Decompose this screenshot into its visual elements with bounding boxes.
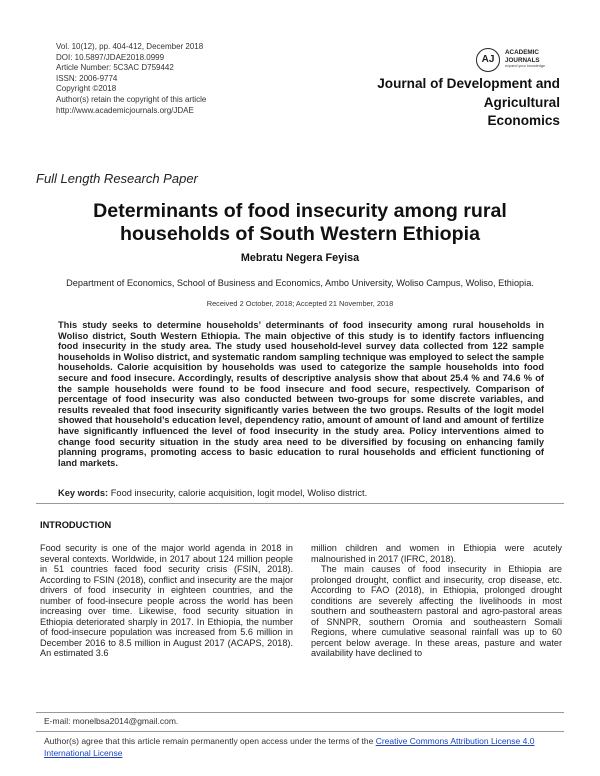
publisher-logo bbox=[476, 48, 556, 76]
meta-rights: Author(s) retain the copyright of this article bbox=[56, 94, 207, 104]
body-paragraph: million children and women in Ethiopia were acutely malnourished in 2017 (IFRC, 2018). bbox=[311, 543, 562, 564]
logo-line-1: ACADEMIC bbox=[505, 49, 539, 56]
license-text: Author(s) agree that this article remain permanently open access under the terms of the bbox=[44, 736, 374, 746]
body-paragraph: Food security is one of the major world agenda in 2018 in several contexts. Worldwide, in 2017 about 124 million people in 51 countries faced food security crisis (FSIN, 2018). According to FSIN (2018), conflict and insecurity are the major drivers of food insecurity in eighteen countries, and the number of food-insecure people across the world has been increasing over time. Likewise, food security situation in Ethiopia deteriorated sharply in 2017. In Ethiopia, the number of food-insecure population was increased from 5.6 million in December 2016 to 8.5 million in August 2017 (ACAPS, 2018). An estimated 3.6 bbox=[40, 543, 293, 658]
title-line-1: Determinants of food insecurity among rural bbox=[93, 200, 507, 222]
author-name: Mebratu Negera Feyisa bbox=[240, 252, 360, 264]
abstract: This study seeks to determine households’ determinants of food insecurity among rural households in Woliso district, South Western Ethiopia. The main objective of this study is to identify factors influencing food insecurity in the study area. The study used household-level survey data collected from 122 sample households in Woliso district, and systematic random sampling technique was employed to select the sample households. Calorie acquisition by households was used to categorize the sample households into food secure and food insecure. Accordingly, results of descriptive analysis show that about 25.4 % and 74.6 % of the sample households were found to be food insecure and food secure, respectively. Comparison of percentage of food insecurity was also conducted between two-groups for some discrete variables, and results revealed that food insecurity significantly varies between the two groups. Results of the logit model showed that household’s education level, dependency ratio, amount of amount of land and amount of fertilize have significantly influenced the level of food insecurity in the study area. Policy interventions aimed to change food security situation in the study area need to be diversified by focusing on enhancing family planning programs, promoting access to basic education to rural households and efficient functioning of land markets. bbox=[58, 320, 544, 468]
meta-copyright: Copyright ©2018 bbox=[56, 84, 117, 94]
license-notice bbox=[44, 735, 564, 759]
section-heading: INTRODUCTION bbox=[40, 520, 112, 530]
title-line-2: households of South Western Ethiopia bbox=[120, 222, 480, 245]
aj-logo-icon: AJ bbox=[476, 48, 500, 72]
meta-doi: DOI: 10.5897/JDAE2018.0999 bbox=[56, 52, 165, 62]
body-paragraph: The main causes of food insecurity in Ethiopia are prolonged drought, conflict and insecurity, crop disease, etc. According to FAO (2018), in Ethiopia, prolonged drought conditions are severely affecting the livelihoods in most southern and southeastern pastoral and agro-pastoral areas of SNNPR, southern Oromia and southeastern Somali Regions, where cumulative seasonal rainfall was up to 60 percent below average. In these areas, pasture and water availability have declined to bbox=[311, 564, 562, 658]
corresponding-email: E-mail: monelbsa2014@gmail.com. bbox=[44, 716, 179, 726]
author-affiliation: Department of Economics, School of Business and Economics, Ambo University, Woliso Campus, Woliso, Ethiopia. bbox=[66, 278, 534, 288]
meta-article-number: Article Number: 5C3AC D759442 bbox=[56, 63, 174, 73]
divider bbox=[36, 503, 564, 504]
logo-line-2: JOURNALS bbox=[505, 56, 540, 64]
meta-volume: Vol. 10(12), pp. 404-412, December 2018 bbox=[56, 42, 204, 51]
journal-name-line-2: Economics bbox=[487, 113, 560, 128]
keywords-label: Key words: bbox=[58, 488, 109, 498]
paper-title bbox=[40, 200, 560, 245]
license-link[interactable]: Creative Commons Attribution License 4.0 International License bbox=[44, 736, 535, 758]
meta-url[interactable]: http://www.academicjournals.org/JDAE bbox=[56, 105, 194, 115]
license-divider bbox=[36, 731, 564, 732]
keywords-text: Food insecurity, calorie acquisition, logit model, Woliso district. bbox=[110, 488, 368, 498]
body-column-right bbox=[311, 543, 562, 659]
article-type: Full Length Research Paper bbox=[36, 171, 198, 186]
footnote-divider bbox=[36, 712, 564, 713]
article-metadata bbox=[56, 42, 206, 116]
received-dates: Received 2 October, 2018; Accepted 21 November, 2018 bbox=[206, 299, 394, 308]
logo-tagline: expand your knowledge bbox=[505, 64, 546, 68]
keywords bbox=[58, 487, 548, 499]
body-column-left bbox=[40, 543, 293, 659]
logo-wordmark bbox=[505, 49, 540, 64]
journal-name bbox=[298, 75, 560, 131]
journal-name-line-1: Journal of Development and Agricultural bbox=[377, 76, 560, 110]
meta-issn: ISSN: 2006-9774 bbox=[56, 73, 118, 83]
